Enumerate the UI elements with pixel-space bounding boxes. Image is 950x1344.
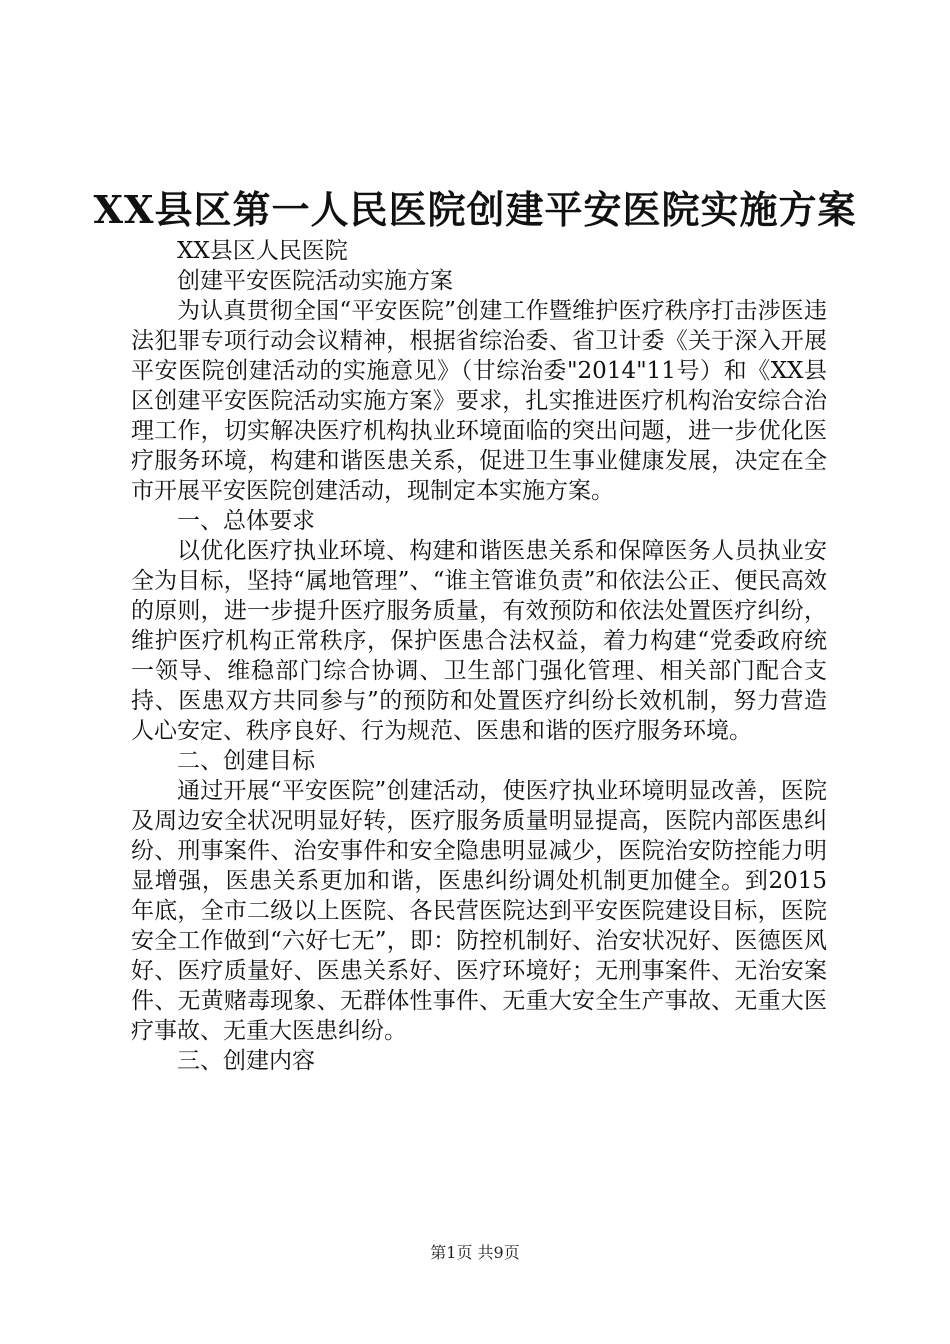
intro-paragraph: 为认真贯彻全国“平安医院”创建工作暨维护医疗秩序打击涉医违法犯罪专项行动会议精神，根据省综治委、省卫计委《关于深入开展平安医院创建活动的实施意见》（甘综治委"2014"11号）和《XX县区创建平安医院活动实施方案》要求，扎实推进医疗机构治安综合治理工作，切实解决医疗机构执业环境面临的突出问题，进一步优化医疗服务环境，构建和谐医患关系，促进卫生事业健康发展，决定在全市开展平安医院创建活动，现制定本实施方案。	[131, 298, 827, 504]
section-heading-general-requirements: 一、总体要求	[177, 508, 315, 534]
document-body	[131, 236, 827, 1076]
hospital-name-line: XX县区人民医院	[177, 238, 348, 264]
document-title: XX县区第一人民医院创建平安医院实施方案	[93, 187, 857, 232]
plan-subtitle-line: 创建平安医院活动实施方案	[177, 268, 453, 294]
section-heading-goals: 二、创建目标	[177, 748, 315, 774]
goals-paragraph: 通过开展“平安医院”创建活动，使医疗执业环境明显改善，医院及周边安全状况明显好转，医疗服务质量明显提高，医院内部医患纠纷、刑事案件、治安事件和安全隐患明显减少，医院治安防控能力明显增强，医患关系更加和谐，医患纠纷调处机制更加健全。到2015年底，全市二级以上医院、各民营医院达到平安医院建设目标，医院安全工作做到“六好七无”，即：防控机制好、治安状况好、医德医风好、医疗质量好、医患关系好、医疗环境好；无刑事案件、无治安案件、无黄赌毒现象、无群体性事件、无重大安全生产事故、无重大医疗事故、无重大医患纠纷。	[131, 778, 827, 1044]
general-requirements-paragraph: 以优化医疗执业环境、构建和谐医患关系和保障医务人员执业安全为目标，坚持“属地管理”、“谁主管谁负责”和依法公正、便民高效的原则，进一步提升医疗服务质量，有效预防和依法处置医疗纠纷，维护医疗机构正常秩序，保护医患合法权益，着力构建“党委政府统一领导、维稳部门综合协调、卫生部门强化管理、相关部门配合支持、医患双方共同参与”的预防和处置医疗纠纷长效机制，努力营造人心安定、秩序良好、行为规范、医患和谐的医疗服务环境。	[131, 538, 827, 744]
page-footer: 第1页 共9页	[430, 1243, 520, 1262]
section-heading-content: 三、创建内容	[177, 1048, 315, 1074]
